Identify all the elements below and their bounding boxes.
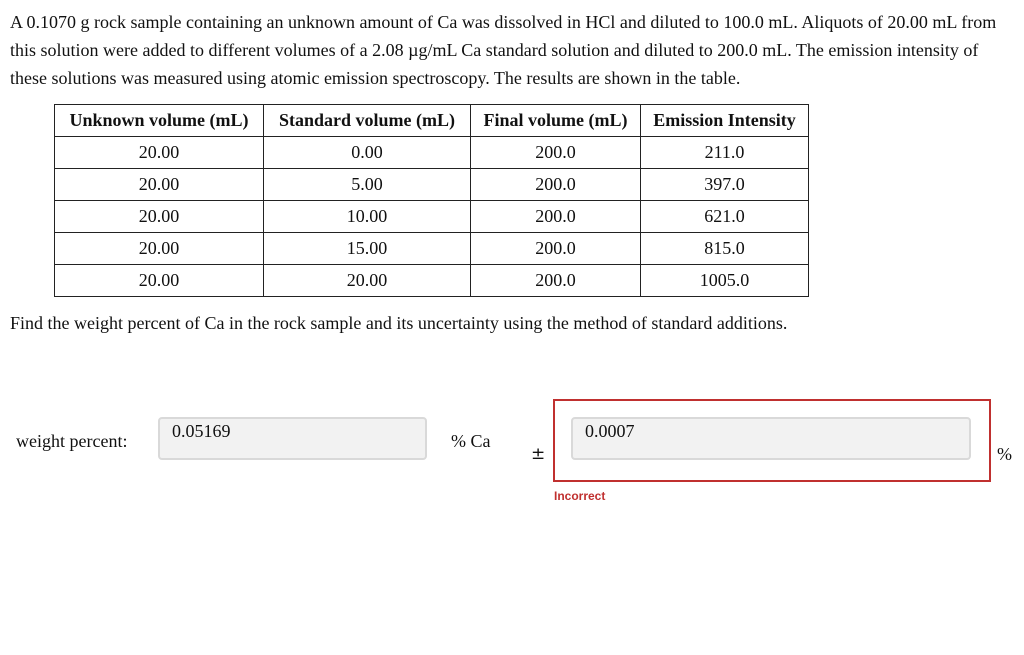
cell-standard-volume: 20.00 xyxy=(264,265,471,297)
cell-unknown-volume: 20.00 xyxy=(55,201,264,233)
cell-standard-volume: 15.00 xyxy=(264,233,471,265)
weight-percent-label: weight percent: xyxy=(16,431,128,451)
problem-intro: A 0.1070 g rock sample containing an unknown amount of Ca was dissolved in HCl and diluted to 100.0 mL. Aliquots of 20.00 mL from this solution were added to different volumes of a 2.08 µg/mL Ca standard solution and diluted to 200.0 mL. The emission intensity of these solutions was measured using atomic emission spectroscopy. The results are shown in the table. xyxy=(10,12,997,88)
cell-emission-intensity: 397.0 xyxy=(641,169,809,201)
cell-unknown-volume: 20.00 xyxy=(55,169,264,201)
header-unknown-volume: Unknown volume (mL) xyxy=(55,105,264,137)
table-header-row xyxy=(55,105,809,137)
cell-standard-volume: 0.00 xyxy=(264,137,471,169)
uncertainty-input[interactable] xyxy=(571,417,971,460)
cell-emission-intensity: 1005.0 xyxy=(641,265,809,297)
cell-final-volume: 200.0 xyxy=(471,233,641,265)
incorrect-status-text: Incorrect xyxy=(554,489,606,503)
cell-unknown-volume: 20.00 xyxy=(55,233,264,265)
weight-percent-input[interactable] xyxy=(158,417,427,460)
header-standard-volume: Standard volume (mL) xyxy=(264,105,471,137)
cell-standard-volume: 10.00 xyxy=(264,201,471,233)
question-text: Find the weight percent of Ca in the rock sample and its uncertainty using the method of standard additions. xyxy=(10,313,788,333)
cell-final-volume: 200.0 xyxy=(471,137,641,169)
table-row xyxy=(55,137,809,169)
plus-minus-symbol: ± xyxy=(531,444,546,464)
uncertainty-unit-label: % xyxy=(997,444,1012,464)
table-row xyxy=(55,201,809,233)
header-emission-intensity: Emission Intensity xyxy=(641,105,809,137)
results-table xyxy=(54,104,809,297)
cell-final-volume: 200.0 xyxy=(471,265,641,297)
header-final-volume: Final volume (mL) xyxy=(471,105,641,137)
cell-unknown-volume: 20.00 xyxy=(55,265,264,297)
cell-standard-volume: 5.00 xyxy=(264,169,471,201)
table-row xyxy=(55,265,809,297)
table-row xyxy=(55,233,809,265)
cell-emission-intensity: 815.0 xyxy=(641,233,809,265)
table-row xyxy=(55,169,809,201)
cell-final-volume: 200.0 xyxy=(471,169,641,201)
weight-unit-label: % Ca xyxy=(451,431,491,451)
cell-emission-intensity: 621.0 xyxy=(641,201,809,233)
cell-final-volume: 200.0 xyxy=(471,201,641,233)
cell-unknown-volume: 20.00 xyxy=(55,137,264,169)
cell-emission-intensity: 211.0 xyxy=(641,137,809,169)
